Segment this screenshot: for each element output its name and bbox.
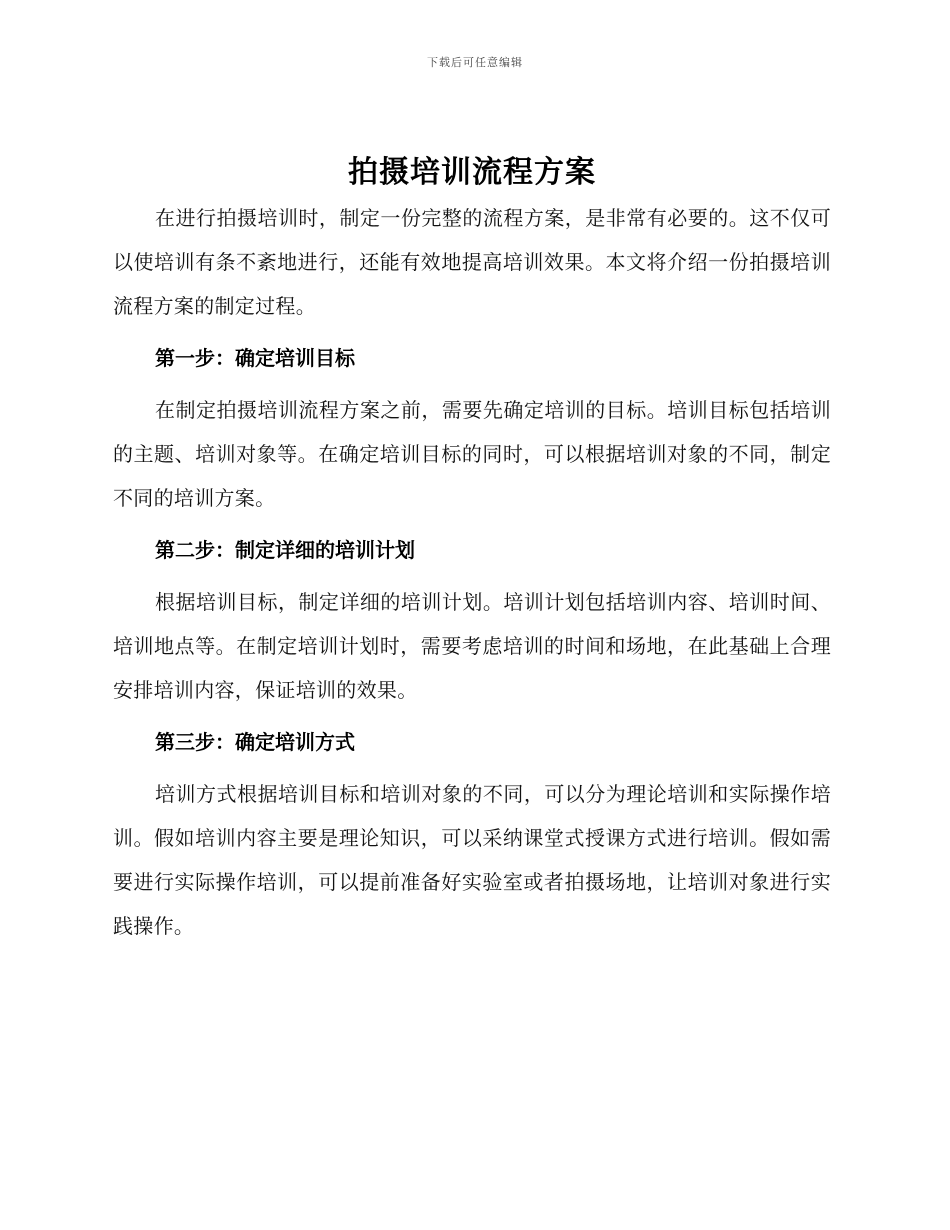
intro-paragraph: 在进行拍摄培训时，制定一份完整的流程方案，是非常有必要的。这不仅可以使培训有条不紊地进行，还能有效地提高培训效果。本文将介绍一份拍摄培训流程方案的制定过程。 <box>113 206 831 318</box>
section-body-step-3: 培训方式根据培训目标和培训对象的不同，可以分为理论培训和实际操作培训。假如培训内容主要是理论知识，可以采纳课堂式授课方式进行培训。假如需要进行实际操作培训，可以提前准备好实验室或者拍摄场地，让培训对象进行实践操作。 <box>113 782 831 938</box>
section-heading-step-3: 第三步：确定培训方式 <box>155 730 355 754</box>
document-body <box>113 150 831 948</box>
section-heading-step-1: 第一步：确定培训目标 <box>155 346 355 370</box>
section-heading-step-2: 第二步：制定详细的培训计划 <box>155 538 415 562</box>
header-note: 下载后可任意编辑 <box>427 56 523 69</box>
section-body-step-1: 在制定拍摄培训流程方案之前，需要先确定培训的目标。培训目标包括培训的主题、培训对象等。在确定培训目标的同时，可以根据培训对象的不同，制定不同的培训方案。 <box>113 398 831 510</box>
section-body-step-2: 根据培训目标，制定详细的培训计划。培训计划包括培训内容、培训时间、培训地点等。在制定培训计划时，需要考虑培训的时间和场地，在此基础上合理安排培训内容，保证培训的效果。 <box>113 590 831 702</box>
document-title: 拍摄培训流程方案 <box>348 155 596 190</box>
